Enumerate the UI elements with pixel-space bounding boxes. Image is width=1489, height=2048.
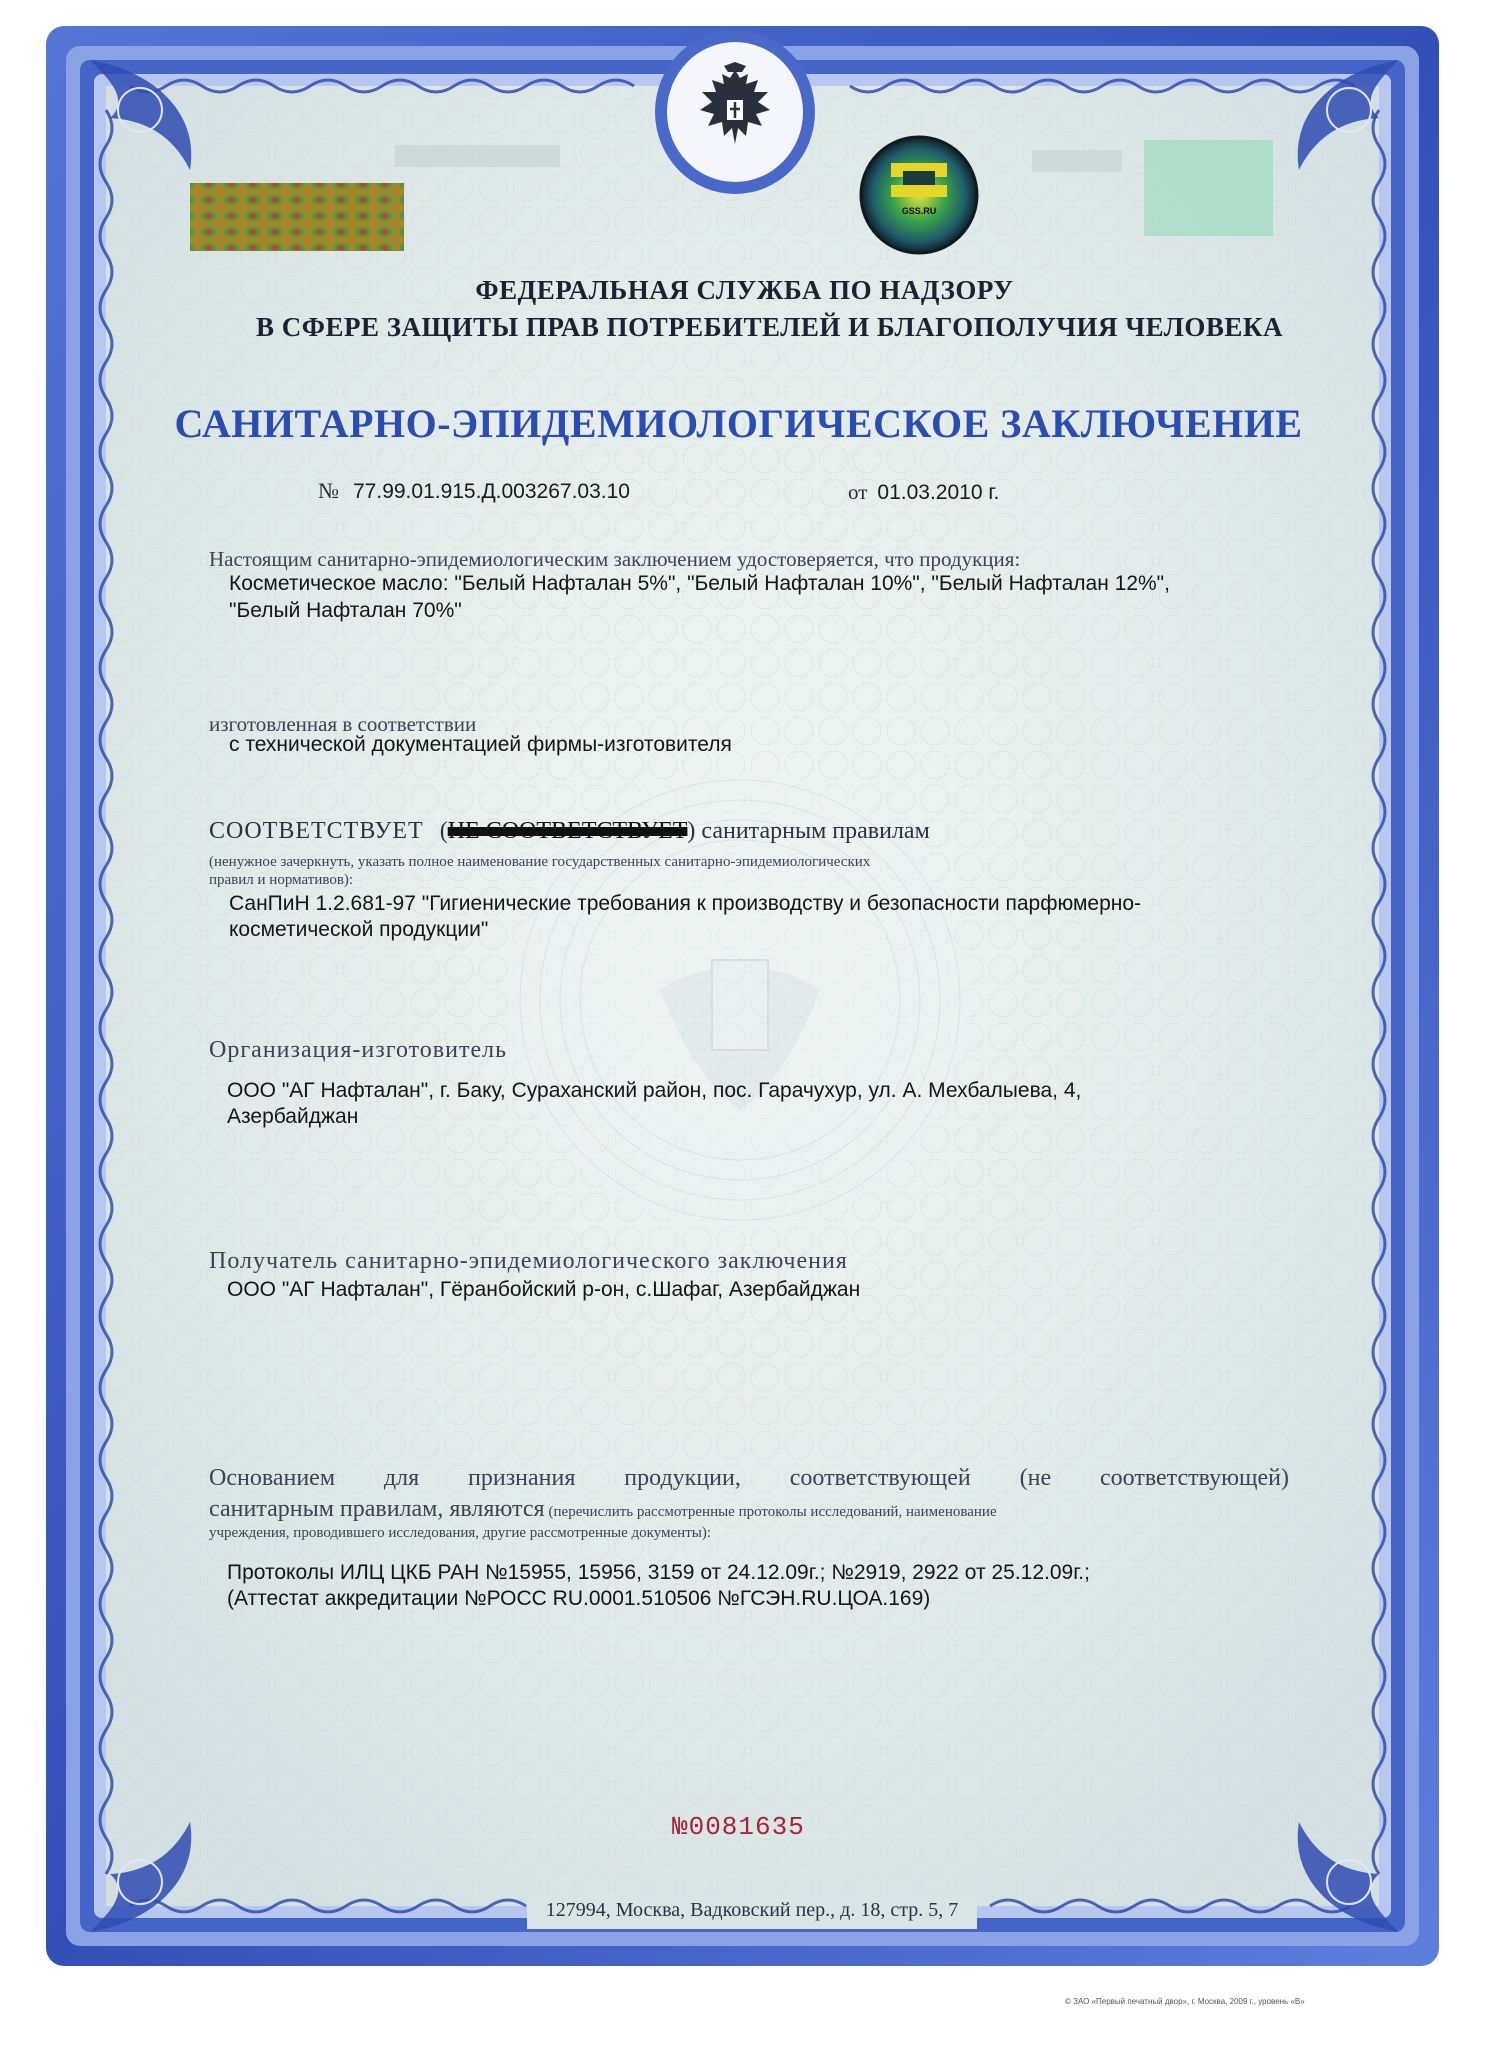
manufacturer-line-1: ООО "АГ Нафталан", г. Баку, Сураханский район, пос. Гарачухур, ул. А. Мехбалыева, 4,	[227, 1079, 1082, 1102]
compliance-rest: ) санитарным правилам	[687, 818, 930, 844]
compliance-struck: НЕ СООТВЕТСТВУЕТ	[447, 818, 688, 844]
product-line-2: "Белый Нафталан 70%"	[229, 599, 462, 622]
recipient-label: Получатель санитарно-эпидемиологического заключения	[209, 1248, 848, 1274]
compliance-line-1: СанПиН 1.2.681-97 "Гигиенические требования к производству и безопасности парфюмерно-	[229, 892, 1142, 915]
compliance-note-1: (ненужное зачеркнуть, указать полное наименование государственных санитарно-эпидемиологических	[209, 854, 871, 870]
basis-line-2-note: (перечислить рассмотренные протоколы исследований, наименование	[548, 1504, 997, 1520]
number-value: 77.99.01.915.Д.003267.03.10	[353, 480, 630, 503]
manufacturer-line-2: Азербайджан	[227, 1105, 359, 1128]
compliance-line-2: косметической продукции"	[229, 918, 489, 941]
basis-line-1: Основанием для признания продукции, соответствующей (не соответствующей)	[209, 1465, 1289, 1491]
printer-imprint: © ЗАО «Первый печатный двор», г. Москва, 2009 г., уровень «В»	[1065, 1997, 1305, 2006]
manufacturer-label: Организация-изготовитель	[209, 1037, 508, 1063]
basis-line-2	[209, 1496, 997, 1523]
product-intro: Настоящим санитарно-эпидемиологическим заключением удостоверяется, что продукция:	[209, 547, 1021, 571]
compliance-note-2: правил и нормативов):	[209, 872, 354, 888]
manufactured-value: с технической документацией фирмы-изготовителя	[229, 733, 732, 756]
recipient-value: ООО "АГ Нафталан", Гёранбойский р-он, с.Шафаг, Азербайджан	[227, 1278, 861, 1301]
header-line-1: ФЕДЕРАЛЬНАЯ СЛУЖБА ПО НАДЗОРУ	[475, 275, 1014, 305]
basis-line-3: учреждения, проводившего исследования, другие рассмотренные документы):	[209, 1525, 711, 1541]
serial-number: №0081635	[672, 1812, 805, 1842]
compliance-row	[209, 818, 930, 845]
header-line-2: В СФЕРЕ ЗАЩИТЫ ПРАВ ПОТРЕБИТЕЛЕЙ И БЛАГОПОЛУЧИЯ ЧЕЛОВЕКА	[256, 312, 1283, 342]
coat-of-arms-icon	[690, 62, 780, 162]
date-prefix: от	[848, 480, 868, 504]
product-line-1: Косметическое масло: "Белый Нафталан 5%", "Белый Нафталан 10%", "Белый Нафталан 12%",	[229, 572, 1170, 595]
basis-line-2-main: санитарным правилам, являются	[209, 1496, 545, 1522]
number-prefix: №	[318, 478, 339, 503]
basis-value-2: (Аттестат аккредитации №РОСС RU.0001.510506 №ГСЭН.RU.ЦОА.169)	[227, 1587, 931, 1610]
manufactured-label: изготовленная в соответствии	[209, 712, 477, 736]
date-row	[848, 480, 999, 505]
address: 127994, Москва, Вадковский пер., д. 18, стр. 5, 7	[545, 1899, 959, 1921]
compliance-word: СООТВЕТСТВУЕТ	[209, 818, 424, 844]
hologram-label: GSS.RU	[901, 206, 937, 216]
date-value: 01.03.2010 г.	[877, 481, 1000, 504]
compliance-open-paren: (	[439, 818, 448, 844]
basis-value-1: Протоколы ИЛЦ ЦКБ РАН №15955, 15956, 3159 от 24.12.09г.; №2919, 2922 от 25.12.09г.;	[227, 1561, 1090, 1584]
number-row	[318, 478, 630, 504]
page-title: САНИТАРНО-ЭПИДЕМИОЛОГИЧЕСКОЕ ЗАКЛЮЧЕНИЕ	[174, 401, 1303, 446]
